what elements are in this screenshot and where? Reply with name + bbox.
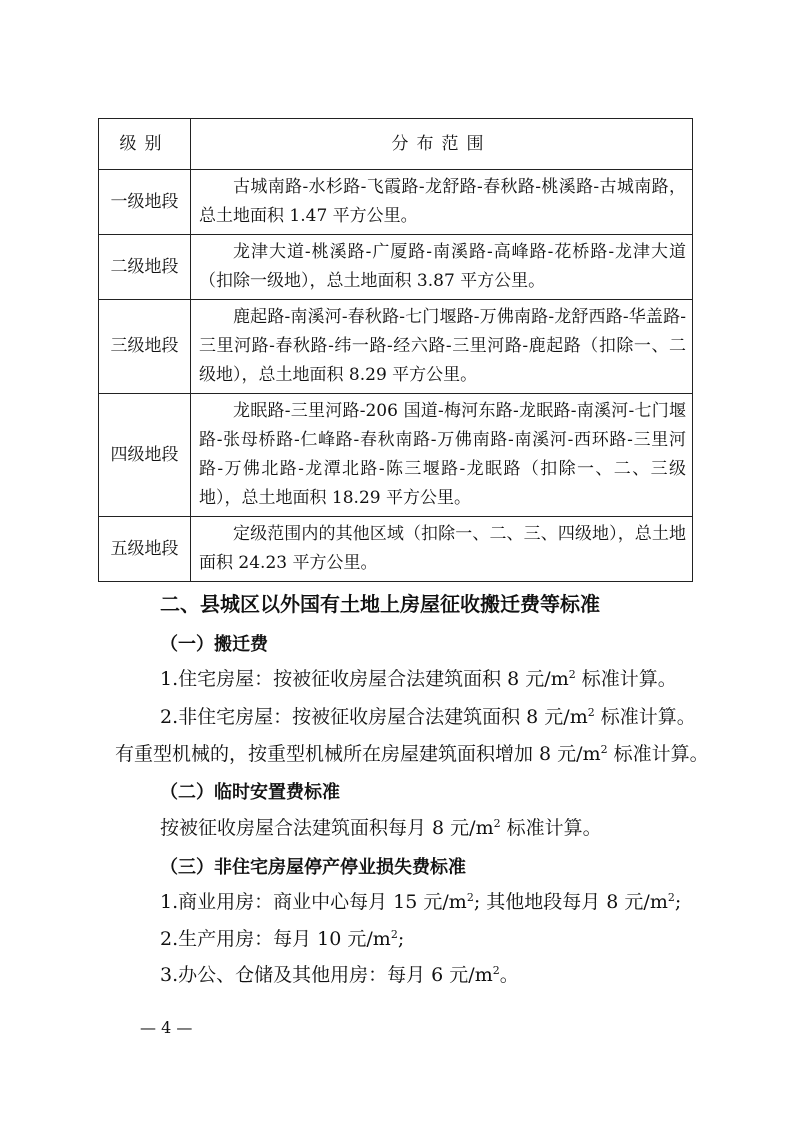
range-text: 龙眠路-三里河路-206 国道-梅河东路-龙眠路-南溪河-七门堰路-张母桥路-仁峰路-春秋南路-万佛南路-南溪河-西环路-三里河路-万佛北路-龙潭北路-陈三堰路-龙眠路（扣除一、二、三级地），总土地面积 18.29 平方公里。 xyxy=(199,401,686,508)
paragraph: 1.住宅房屋：按被征收房屋合法建筑面积 8 元$/m^2$ 标准计算。 xyxy=(160,668,677,690)
row-range xyxy=(191,517,693,582)
row-level: 四级地段 xyxy=(99,394,191,517)
paragraph: 2.生产用房：每月 10 元$/m^2$; xyxy=(160,928,405,950)
row-range xyxy=(191,394,693,517)
table-row xyxy=(99,235,693,300)
section-heading: 二、县城区以外国有土地上房屋征收搬迁费等标准 xyxy=(160,592,600,616)
range-text: 龙津大道-桃溪路-广厦路-南溪路-高峰路-花桥路-龙津大道（扣除一级地），总土地面积 3.87 平方公里。 xyxy=(199,242,686,291)
row-level: 一级地段 xyxy=(99,170,191,235)
table-row xyxy=(99,394,693,517)
row-level: 五级地段 xyxy=(99,517,191,582)
header-range: 分布范围 xyxy=(191,119,693,170)
header-level: 级别 xyxy=(99,119,191,170)
paragraph: 有重型机械的，按重型机械所在房屋建筑面积增加 8 元$/m^2$ 标准计算。 xyxy=(115,743,709,765)
row-range xyxy=(191,300,693,394)
paragraph: 2.非住宅房屋：按被征收房屋合法建筑面积 8 元$/m^2$ 标准计算。 xyxy=(160,706,696,728)
row-level: 二级地段 xyxy=(99,235,191,300)
subsection-heading-relocation: （一）搬迁费 xyxy=(160,634,268,655)
page-number: — 4 — xyxy=(140,1018,193,1037)
table-row xyxy=(99,170,693,235)
range-text: 鹿起路-南溪河-春秋路-七门堰路-万佛南路-龙舒西路-华盖路-三里河路-春秋路-纬一路-经六路-三里河路-鹿起路（扣除一、二级地），总土地面积 8.29 平方公里。 xyxy=(199,307,686,385)
paragraph: 3.办公、仓储及其他用房：每月 6 元$/m^2$。 xyxy=(160,964,519,986)
subsection-heading-business-loss: （三）非住宅房屋停产停业损失费标准 xyxy=(160,857,466,878)
subsection-heading-temporary: （二）临时安置费标准 xyxy=(160,782,340,803)
range-text: 古城南路-水杉路-飞霞路-龙舒路-春秋路-桃溪路-古城南路，总土地面积 1.47 平方公里。 xyxy=(199,177,686,226)
table-row xyxy=(99,300,693,394)
table-header-row xyxy=(99,119,693,170)
paragraph: 按被征收房屋合法建筑面积每月 8 元$/m^2$ 标准计算。 xyxy=(160,817,602,839)
row-range xyxy=(191,235,693,300)
paragraph: 1.商业用房：商业中心每月 15 元$/m^2$; 其他地段每月 8 元$/m^2$; xyxy=(160,891,682,913)
table-row xyxy=(99,517,693,582)
range-text: 定级范围内的其他区域（扣除一、二、三、四级地），总土地面积 24.23 平方公里。 xyxy=(199,524,686,573)
land-grade-table xyxy=(98,118,693,582)
row-range xyxy=(191,170,693,235)
row-level: 三级地段 xyxy=(99,300,191,394)
